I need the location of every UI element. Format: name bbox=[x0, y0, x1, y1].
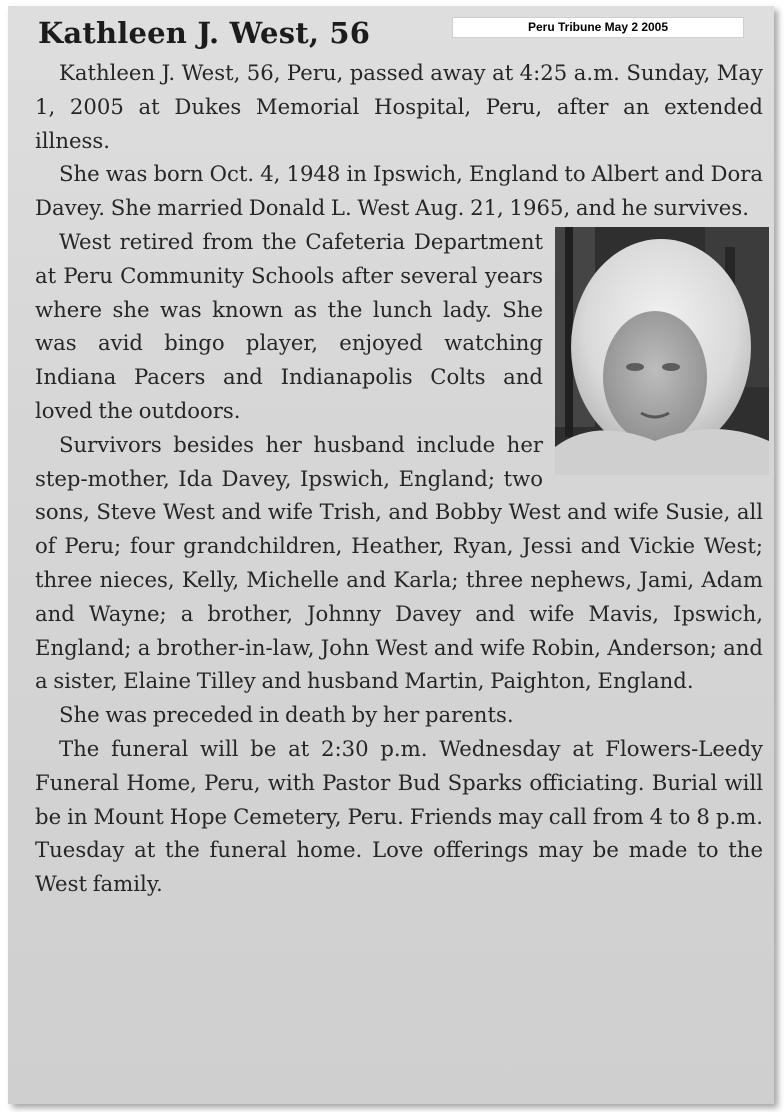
portrait-photo-graphic bbox=[555, 227, 769, 475]
obituary-headline: Kathleen J. West, 56 bbox=[38, 16, 371, 50]
newspaper-clipping bbox=[8, 6, 774, 1104]
obituary-body bbox=[35, 56, 763, 901]
portrait-photo bbox=[555, 227, 769, 475]
source-label: Peru Tribune May 2 2005 bbox=[452, 17, 744, 38]
paragraph-preceded: She was preceded in death by her parents. bbox=[59, 702, 514, 728]
paragraph-funeral-arrangements: The funeral will be at 2:30 p.m. Wednesday at Flowers-Leedy Funeral Home, Peru, with Pastor Bud Sparks officiating. Burial will be in Mount Hope Cemetery, Peru. Friends may call from 4 to 8 p.m. Tuesday at the funeral home. Love offerings may be made to the West family. bbox=[35, 735, 763, 897]
paragraph-birth-marriage: She was born Oct. 4, 1948 in Ipswich, England to Albert and Dora Davey. She married Donald L. West Aug. 21, 1965, and he survives. bbox=[35, 161, 763, 221]
paragraph-survivors: Survivors besides her husband include her step-mother, Ida Davey, Ipswich, England; two sons, Steve West and wife Trish, and Bobby West and wife Susie, all of Peru; four grandchildren, Heather, Ryan, Jessi and Vickie West; three nieces, Kelly, Michelle and Karla; three nephews, Jami, Adam and Wayne; a brother, Johnny Davey and wife Mavis, Ipswich, England; a brother-in-law, John West and wife Robin, Anderson; and a sister, Elaine Tilley and husband Martin, Paighton, England. bbox=[35, 431, 763, 694]
paragraph-death-notice: Kathleen J. West, 56, Peru, passed away at 4:25 a.m. Sunday, May 1, 2005 at Dukes Memorial Hospital, Peru, after an extended illness. bbox=[35, 60, 763, 153]
paragraph-career-interests: West retired from the Cafeteria Department at Peru Community Schools after several years where she was known as the lunch lady. She was avid bingo player, enjoyed watching Indiana Pacers and Indianapolis Colts and loved the outdoors. bbox=[35, 228, 543, 423]
